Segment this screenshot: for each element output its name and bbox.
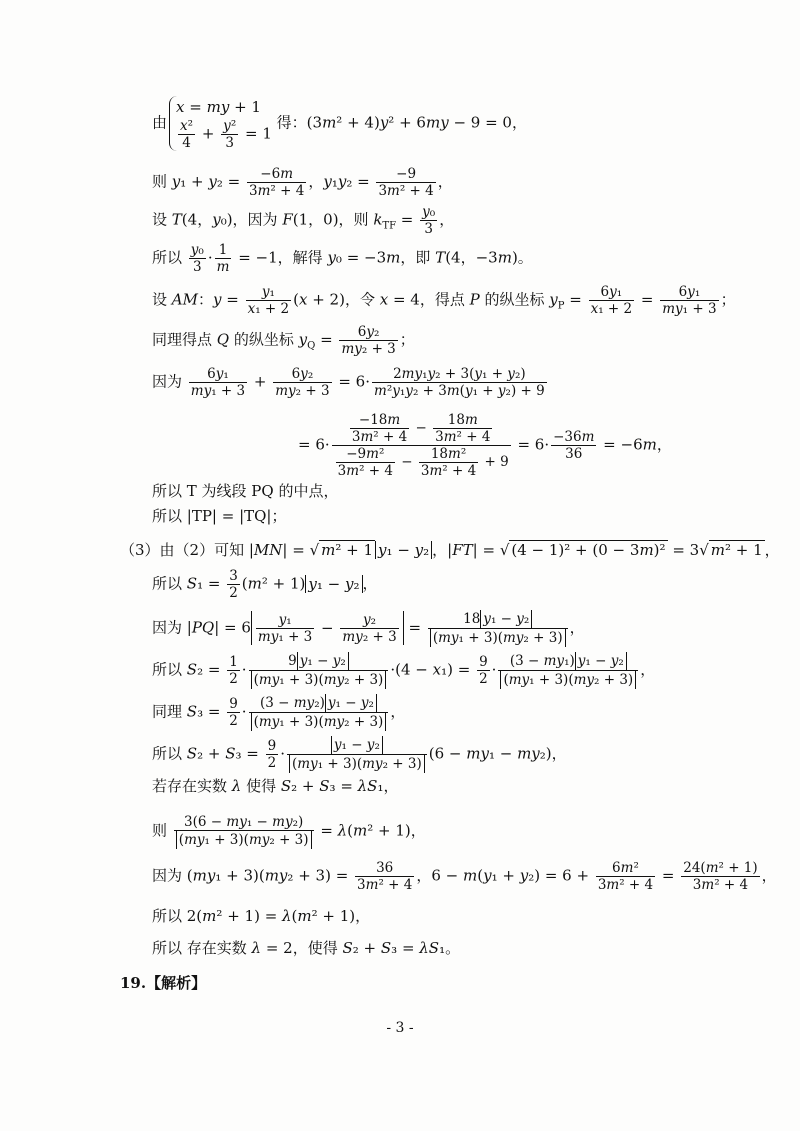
eq-line-14: 所以 S₂ = $\frac{1}{2}$ · $\frac{\text{9 y₁ − y₂}}{\text{(my₁ + 3)(my₂ + 3)}}$ ·(4 − x₁) = $\frac{9}{2}$ · $\frac{\text{(3 − my₁) y₁ − y₂}}{\text{(my₁ + 3)(my₂ + 3)}}$ ， — [152, 653, 656, 688]
eq-line-3: 设 T(4，y₀)，因为 F(1，0)，则 $k_{TF}$ = $\frac{\text{y₀}}{3}$ ， — [152, 204, 455, 237]
text-line-9: 所以 T 为线段 PQ 的中点， — [152, 482, 339, 500]
equation-system: x = my + 1 $\frac{\text{x²}}{4}$ + $\frac{\text{y²}}{3}$ = 1 — [169, 96, 272, 151]
eq-line-13: 因为 |PQ| = 6 $\frac{\text{y₁}}{\text{my₁ + 3}}$ − $\frac{\text{y₂}}{\text{my₂ + 3}}$ = $\frac{\text{18 y₁ − y₂}}{\text{(my₁ + 3)(my₂ + 3)}}$ ， — [152, 611, 585, 646]
eq-line-2: 则 y₁ + y₂ = $\frac{-6m}{\text{3m² + 4}}$ ，y₁y₂ = $\frac{-9}{\text{3m² + 4}}$ ， — [152, 166, 453, 199]
eq-line-11: （3）由（2）可知 |MN| = √ m² + 1 y₁ − y₂ ，|FT| = √ (4 − 1)² + (0 − 3m)² = 3√ m² + 1 ， — [120, 541, 780, 559]
eq-line-16: 所以 S₂ + S₃ = $\frac{9}{2}$ · $\frac{\text{y₁ − y₂}}{\text{(my₁ + 3)(my₂ + 3)}}$ (6 − my₁ − my₂)， — [152, 737, 567, 772]
eq-line-1: 由 x = my + 1 $\frac{\text{x²}}{4}$ + $\frac{\text{y²}}{3}$ = 1 得：(3m² + 4)y² + 6my − 9 = 0， — [152, 98, 527, 151]
eq-line-21: 所以 存在实数 λ = 2，使得 S₂ + S₃ = λS₁。 — [152, 939, 461, 957]
text-line-10: 所以 |TP| = |TQ|； — [152, 507, 287, 525]
page-number: - 3 - — [386, 1020, 414, 1036]
eq-line-8: = 6· $\frac{-18m}{\text{3m² + 4}}$ − $\frac{18m}{\text{3m² + 4}}$ $\frac{\text{−9m²}}{\text{3m² + 4}}$ − $\frac{\text{18m²}}{\text{3m² + 4}}$ + 9 = 6· $\frac{-36m}{36}$ = −6m， — [298, 412, 672, 479]
eq-line-7: 因为 $\frac{\text{6y₁}}{\text{my₁ + 3}}$ + $\frac{\text{6y₂}}{\text{my₂ + 3}}$ = 6· $\frac{\text{2my₁y₂ + 3(y₁ + y₂)}}{\text{m²y₁y₂ + 3m(y₁ + y₂) + 9}}$ — [152, 366, 545, 399]
eq-line-15: 同理 S₃ = $\frac{9}{2}$ · $\frac{\text{(3 − my₂) y₁ − y₂}}{\text{(my₁ + 3)(my₂ + 3)}}$ ， — [152, 695, 406, 730]
eq-line-12: 所以 S₁ = $\frac{3}{2}$ (m² + 1) y₁ − y₂ ， — [152, 568, 378, 601]
eq-line-20: 所以 2(m² + 1) = λ(m² + 1)， — [152, 907, 371, 925]
eq-line-17: 若存在实数 λ 使得 S₂ + S₃ = λS₁， — [152, 777, 399, 795]
eq-line-4: 所以 $\frac{\text{y₀}}{3}$ · $\frac{1}{m}$ = −1，解得 y₀ = −3m，即 T(4，−3m)。 — [152, 242, 533, 275]
eq-line-18: 则 $\frac{\text{3(6 − my₁ − my₂)}}{\text{(my₁ + 3)(my₂ + 3)}}$ = λ(m² + 1)， — [152, 814, 426, 848]
eq-line-6: 同理得点 Q 的纵坐标 $y_Q$ = $\frac{\text{6y₂}}{\text{my₂ + 3}}$ ； — [152, 324, 415, 357]
next-problem-heading: 19.【解析】 — [120, 974, 207, 992]
eq-line-5: 设 AM：y = $\frac{\text{y₁}}{\text{x₁ + 2}}$ (x + 2)，令 x = 4，得点 P 的纵坐标 $y_P$ = $\frac{\text{6y₁}}{\text{x₁ + 2}}$ = $\frac{\text{6y₁}}{\text{my₁ + 3}}$ ； — [152, 284, 736, 317]
eq-line-19: 因为 (my₁ + 3)(my₂ + 3) = $\frac{36}{\text{3m² + 4}}$ ，6 − m(y₁ + y₂) = 6 + $\frac{\text{6m²}}{\text{3m² + 4}}$ = $\frac{\text{24(m² + 1)}}{\text{3m² + 4}}$ ， — [152, 860, 777, 893]
